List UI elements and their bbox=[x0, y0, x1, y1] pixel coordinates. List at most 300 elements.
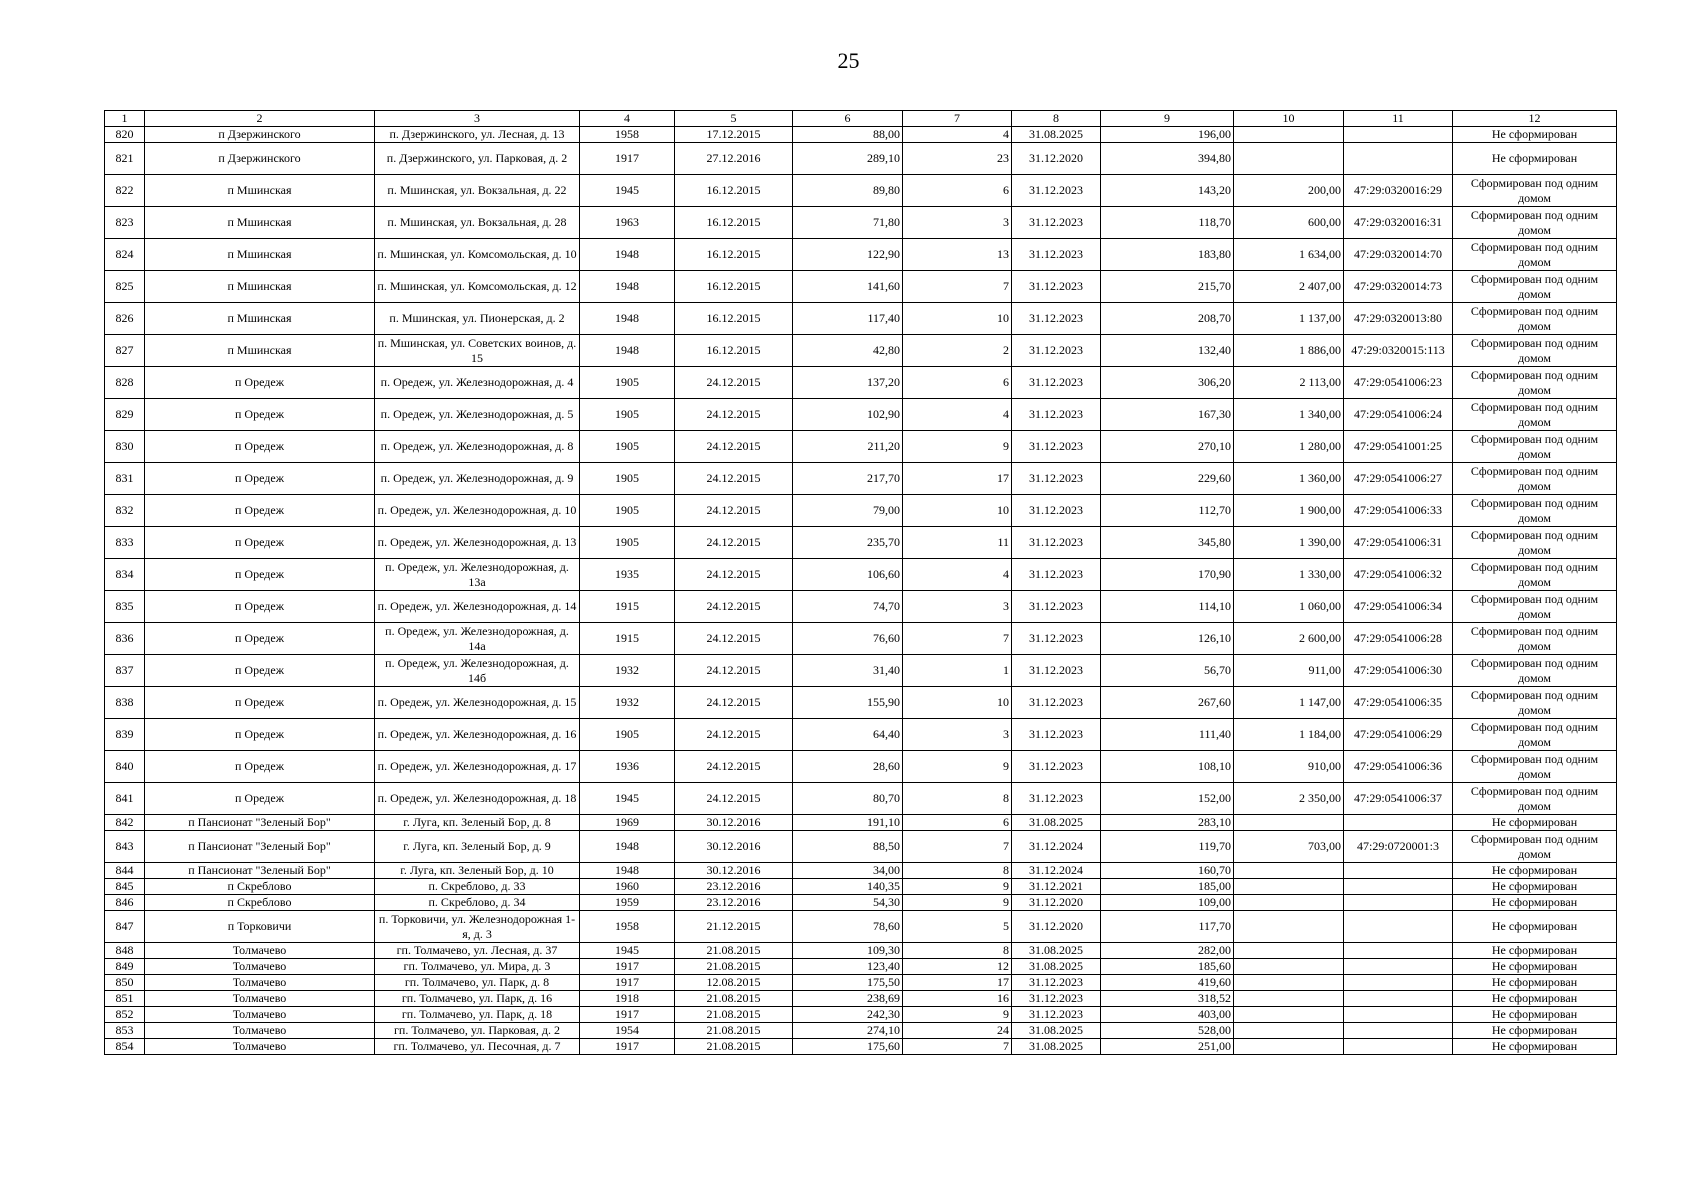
cell-address: п. Торковичи, ул. Железнодорожная 1-я, д. 3 bbox=[375, 911, 580, 943]
cell-plot-area: 1 280,00 bbox=[1234, 431, 1344, 463]
cell-deadline-date: 31.12.2023 bbox=[1012, 239, 1101, 271]
table-row bbox=[105, 687, 1617, 719]
cell-row-number: 843 bbox=[105, 831, 145, 863]
cell-year-built: 1948 bbox=[580, 863, 675, 879]
cell-deadline-date: 31.08.2025 bbox=[1012, 815, 1101, 831]
cell-date: 24.12.2015 bbox=[675, 495, 793, 527]
cell-deadline-date: 31.12.2023 bbox=[1012, 591, 1101, 623]
cell-date: 30.12.2016 bbox=[675, 863, 793, 879]
cell-plot-area bbox=[1234, 879, 1344, 895]
cell-land-area: 267,60 bbox=[1101, 687, 1234, 719]
cell-cadastral-number: 47:29:0541006:24 bbox=[1344, 399, 1453, 431]
cell-row-number: 826 bbox=[105, 303, 145, 335]
cell-land-area: 345,80 bbox=[1101, 527, 1234, 559]
cell-year-built: 1905 bbox=[580, 399, 675, 431]
column-header: 1 bbox=[105, 111, 145, 127]
cell-area: 175,50 bbox=[793, 975, 903, 991]
column-header: 6 bbox=[793, 111, 903, 127]
cell-cadastral-number bbox=[1344, 127, 1453, 143]
table-row bbox=[105, 591, 1617, 623]
cell-deadline-date: 31.08.2025 bbox=[1012, 943, 1101, 959]
cell-row-number: 836 bbox=[105, 623, 145, 655]
cell-land-area: 196,00 bbox=[1101, 127, 1234, 143]
cell-deadline-date: 31.12.2023 bbox=[1012, 303, 1101, 335]
cell-date: 12.08.2015 bbox=[675, 975, 793, 991]
cell-land-area: 114,10 bbox=[1101, 591, 1234, 623]
cell-settlement: п Мшинская bbox=[145, 207, 375, 239]
cell-area: 79,00 bbox=[793, 495, 903, 527]
cell-settlement: п Дзержинского bbox=[145, 127, 375, 143]
cell-year-built: 1958 bbox=[580, 127, 675, 143]
cell-row-number: 823 bbox=[105, 207, 145, 239]
cell-residents: 9 bbox=[903, 895, 1012, 911]
cell-land-status: Сформирован под одним домом bbox=[1453, 751, 1617, 783]
table-row bbox=[105, 463, 1617, 495]
cell-plot-area bbox=[1234, 911, 1344, 943]
table-row bbox=[105, 495, 1617, 527]
cell-area: 31,40 bbox=[793, 655, 903, 687]
cell-settlement: п Торковичи bbox=[145, 911, 375, 943]
cell-area: 123,40 bbox=[793, 959, 903, 975]
cell-plot-area bbox=[1234, 815, 1344, 831]
cell-cadastral-number bbox=[1344, 991, 1453, 1007]
cell-land-status: Сформирован под одним домом bbox=[1453, 431, 1617, 463]
cell-cadastral-number: 47:29:0541006:33 bbox=[1344, 495, 1453, 527]
cell-settlement: п Пансионат "Зеленый Бор" bbox=[145, 831, 375, 863]
cell-area: 76,60 bbox=[793, 623, 903, 655]
cell-land-status: Сформирован под одним домом bbox=[1453, 623, 1617, 655]
cell-settlement: п Мшинская bbox=[145, 175, 375, 207]
cell-land-status: Не сформирован bbox=[1453, 1007, 1617, 1023]
cell-land-status: Сформирован под одним домом bbox=[1453, 687, 1617, 719]
cell-area: 88,50 bbox=[793, 831, 903, 863]
cell-cadastral-number: 47:29:0541006:34 bbox=[1344, 591, 1453, 623]
cell-address: п. Мшинская, ул. Комсомольская, д. 12 bbox=[375, 271, 580, 303]
cell-row-number: 827 bbox=[105, 335, 145, 367]
cell-year-built: 1948 bbox=[580, 303, 675, 335]
cell-land-status: Сформирован под одним домом bbox=[1453, 463, 1617, 495]
cell-date: 16.12.2015 bbox=[675, 207, 793, 239]
cell-address: п. Мшинская, ул. Вокзальная, д. 28 bbox=[375, 207, 580, 239]
cell-row-number: 840 bbox=[105, 751, 145, 783]
cell-deadline-date: 31.12.2023 bbox=[1012, 783, 1101, 815]
cell-cadastral-number: 47:29:0541006:35 bbox=[1344, 687, 1453, 719]
cell-settlement: п Оредеж bbox=[145, 591, 375, 623]
cell-land-area: 117,70 bbox=[1101, 911, 1234, 943]
cell-row-number: 839 bbox=[105, 719, 145, 751]
cell-address: г. Луга, кп. Зеленый Бор, д. 8 bbox=[375, 815, 580, 831]
cell-row-number: 847 bbox=[105, 911, 145, 943]
cell-area: 88,00 bbox=[793, 127, 903, 143]
cell-area: 242,30 bbox=[793, 1007, 903, 1023]
column-header: 5 bbox=[675, 111, 793, 127]
cell-settlement: п Оредеж bbox=[145, 655, 375, 687]
cell-deadline-date: 31.08.2025 bbox=[1012, 959, 1101, 975]
cell-residents: 6 bbox=[903, 175, 1012, 207]
cell-cadastral-number: 47:29:0541001:25 bbox=[1344, 431, 1453, 463]
cell-year-built: 1945 bbox=[580, 175, 675, 207]
column-header: 7 bbox=[903, 111, 1012, 127]
cell-land-area: 109,00 bbox=[1101, 895, 1234, 911]
page-number: 25 bbox=[837, 48, 860, 73]
cell-cadastral-number: 47:29:0541006:27 bbox=[1344, 463, 1453, 495]
cell-date: 21.08.2015 bbox=[675, 1023, 793, 1039]
cell-area: 109,30 bbox=[793, 943, 903, 959]
cell-settlement: п Мшинская bbox=[145, 271, 375, 303]
table-row bbox=[105, 1023, 1617, 1039]
cell-date: 24.12.2015 bbox=[675, 719, 793, 751]
cell-residents: 4 bbox=[903, 559, 1012, 591]
table-row bbox=[105, 719, 1617, 751]
table-row bbox=[105, 239, 1617, 271]
table-row bbox=[105, 303, 1617, 335]
cell-address: гп. Толмачево, ул. Парк, д. 8 bbox=[375, 975, 580, 991]
cell-date: 24.12.2015 bbox=[675, 431, 793, 463]
cell-land-status: Сформирован под одним домом bbox=[1453, 367, 1617, 399]
cell-plot-area bbox=[1234, 127, 1344, 143]
cell-land-area: 270,10 bbox=[1101, 431, 1234, 463]
cell-land-status: Не сформирован bbox=[1453, 943, 1617, 959]
cell-date: 16.12.2015 bbox=[675, 271, 793, 303]
cell-deadline-date: 31.08.2025 bbox=[1012, 1023, 1101, 1039]
cell-date: 24.12.2015 bbox=[675, 623, 793, 655]
cell-deadline-date: 31.12.2023 bbox=[1012, 559, 1101, 591]
cell-date: 17.12.2015 bbox=[675, 127, 793, 143]
cell-row-number: 825 bbox=[105, 271, 145, 303]
table-row bbox=[105, 367, 1617, 399]
cell-row-number: 851 bbox=[105, 991, 145, 1007]
cell-plot-area: 2 600,00 bbox=[1234, 623, 1344, 655]
cell-date: 21.08.2015 bbox=[675, 943, 793, 959]
cell-land-status: Сформирован под одним домом bbox=[1453, 271, 1617, 303]
cell-land-area: 112,70 bbox=[1101, 495, 1234, 527]
cell-land-area: 111,40 bbox=[1101, 719, 1234, 751]
cell-plot-area bbox=[1234, 1007, 1344, 1023]
cell-row-number: 830 bbox=[105, 431, 145, 463]
cell-cadastral-number bbox=[1344, 911, 1453, 943]
table-row bbox=[105, 559, 1617, 591]
cell-cadastral-number bbox=[1344, 975, 1453, 991]
cell-residents: 4 bbox=[903, 127, 1012, 143]
cell-settlement: п Оредеж bbox=[145, 431, 375, 463]
cell-row-number: 832 bbox=[105, 495, 145, 527]
cell-row-number: 845 bbox=[105, 879, 145, 895]
cell-plot-area bbox=[1234, 895, 1344, 911]
cell-land-area: 283,10 bbox=[1101, 815, 1234, 831]
cell-row-number: 850 bbox=[105, 975, 145, 991]
cell-residents: 4 bbox=[903, 399, 1012, 431]
cell-land-area: 56,70 bbox=[1101, 655, 1234, 687]
cell-year-built: 1905 bbox=[580, 527, 675, 559]
cell-land-area: 251,00 bbox=[1101, 1039, 1234, 1055]
cell-address: п. Мшинская, ул. Пионерская, д. 2 bbox=[375, 303, 580, 335]
cell-land-status: Сформирован под одним домом bbox=[1453, 783, 1617, 815]
cell-area: 289,10 bbox=[793, 143, 903, 175]
cell-land-area: 318,52 bbox=[1101, 991, 1234, 1007]
cell-row-number: 844 bbox=[105, 863, 145, 879]
cell-residents: 8 bbox=[903, 863, 1012, 879]
cell-year-built: 1945 bbox=[580, 943, 675, 959]
cell-plot-area bbox=[1234, 959, 1344, 975]
cell-cadastral-number: 47:29:0320015:113 bbox=[1344, 335, 1453, 367]
cell-year-built: 1948 bbox=[580, 271, 675, 303]
cell-plot-area bbox=[1234, 1023, 1344, 1039]
cell-row-number: 849 bbox=[105, 959, 145, 975]
cell-date: 24.12.2015 bbox=[675, 527, 793, 559]
table-row bbox=[105, 143, 1617, 175]
cell-residents: 8 bbox=[903, 783, 1012, 815]
column-header: 12 bbox=[1453, 111, 1617, 127]
cell-settlement: Толмачево bbox=[145, 975, 375, 991]
cell-area: 141,60 bbox=[793, 271, 903, 303]
cell-deadline-date: 31.12.2023 bbox=[1012, 719, 1101, 751]
cell-date: 21.08.2015 bbox=[675, 1007, 793, 1023]
cell-date: 21.12.2015 bbox=[675, 911, 793, 943]
cell-area: 34,00 bbox=[793, 863, 903, 879]
cell-address: п. Скреблово, д. 34 bbox=[375, 895, 580, 911]
cell-deadline-date: 31.12.2023 bbox=[1012, 271, 1101, 303]
cell-residents: 10 bbox=[903, 495, 1012, 527]
cell-date: 24.12.2015 bbox=[675, 367, 793, 399]
cell-plot-area: 600,00 bbox=[1234, 207, 1344, 239]
cell-land-status: Не сформирован bbox=[1453, 143, 1617, 175]
cell-residents: 13 bbox=[903, 239, 1012, 271]
cell-area: 211,20 bbox=[793, 431, 903, 463]
cell-settlement: Толмачево bbox=[145, 1039, 375, 1055]
cell-year-built: 1948 bbox=[580, 831, 675, 863]
cell-settlement: п Оредеж bbox=[145, 367, 375, 399]
cell-cadastral-number bbox=[1344, 959, 1453, 975]
cell-address: г. Луга, кп. Зеленый Бор, д. 9 bbox=[375, 831, 580, 863]
cell-residents: 2 bbox=[903, 335, 1012, 367]
cell-year-built: 1969 bbox=[580, 815, 675, 831]
cell-row-number: 831 bbox=[105, 463, 145, 495]
cell-plot-area: 1 360,00 bbox=[1234, 463, 1344, 495]
cell-area: 122,90 bbox=[793, 239, 903, 271]
cell-deadline-date: 31.12.2020 bbox=[1012, 911, 1101, 943]
cell-area: 274,10 bbox=[793, 1023, 903, 1039]
cell-settlement: п Пансионат "Зеленый Бор" bbox=[145, 863, 375, 879]
cell-address: гп. Толмачево, ул. Парк, д. 16 bbox=[375, 991, 580, 1007]
cell-year-built: 1963 bbox=[580, 207, 675, 239]
cell-year-built: 1915 bbox=[580, 623, 675, 655]
cell-year-built: 1958 bbox=[580, 911, 675, 943]
cell-row-number: 842 bbox=[105, 815, 145, 831]
cell-area: 64,40 bbox=[793, 719, 903, 751]
table-row bbox=[105, 783, 1617, 815]
cell-settlement: п Оредеж bbox=[145, 623, 375, 655]
cell-plot-area bbox=[1234, 1039, 1344, 1055]
column-header: 9 bbox=[1101, 111, 1234, 127]
cell-land-area: 306,20 bbox=[1101, 367, 1234, 399]
cell-settlement: Толмачево bbox=[145, 1007, 375, 1023]
cell-address: п. Оредеж, ул. Железнодорожная, д. 15 bbox=[375, 687, 580, 719]
cell-date: 21.08.2015 bbox=[675, 959, 793, 975]
cell-settlement: п Мшинская bbox=[145, 239, 375, 271]
cell-date: 23.12.2016 bbox=[675, 879, 793, 895]
cell-year-built: 1905 bbox=[580, 431, 675, 463]
cell-land-area: 126,10 bbox=[1101, 623, 1234, 655]
cell-year-built: 1917 bbox=[580, 1039, 675, 1055]
table-row bbox=[105, 207, 1617, 239]
cell-plot-area: 2 350,00 bbox=[1234, 783, 1344, 815]
cell-deadline-date: 31.12.2024 bbox=[1012, 831, 1101, 863]
cell-address: п. Дзержинского, ул. Парковая, д. 2 bbox=[375, 143, 580, 175]
cell-land-status: Сформирован под одним домом bbox=[1453, 335, 1617, 367]
cell-land-status: Сформирован под одним домом bbox=[1453, 559, 1617, 591]
cell-date: 24.12.2015 bbox=[675, 783, 793, 815]
cell-address: гп. Толмачево, ул. Лесная, д. 37 bbox=[375, 943, 580, 959]
cell-cadastral-number bbox=[1344, 1039, 1453, 1055]
cell-land-area: 528,00 bbox=[1101, 1023, 1234, 1039]
table-row bbox=[105, 991, 1617, 1007]
cell-area: 140,35 bbox=[793, 879, 903, 895]
cell-address: п. Оредеж, ул. Железнодорожная, д. 14 bbox=[375, 591, 580, 623]
cell-year-built: 1905 bbox=[580, 719, 675, 751]
cell-plot-area: 1 137,00 bbox=[1234, 303, 1344, 335]
cell-date: 21.08.2015 bbox=[675, 1039, 793, 1055]
cell-address: п. Оредеж, ул. Железнодорожная, д. 18 bbox=[375, 783, 580, 815]
cell-deadline-date: 31.12.2023 bbox=[1012, 655, 1101, 687]
cell-year-built: 1905 bbox=[580, 367, 675, 399]
cell-cadastral-number: 47:29:0320013:80 bbox=[1344, 303, 1453, 335]
cell-land-area: 170,90 bbox=[1101, 559, 1234, 591]
cell-land-area: 185,00 bbox=[1101, 879, 1234, 895]
cell-year-built: 1915 bbox=[580, 591, 675, 623]
cell-residents: 7 bbox=[903, 271, 1012, 303]
cell-settlement: п Скреблово bbox=[145, 895, 375, 911]
cell-plot-area: 2 407,00 bbox=[1234, 271, 1344, 303]
cell-land-status: Не сформирован bbox=[1453, 991, 1617, 1007]
cell-address: г. Луга, кп. Зеленый Бор, д. 10 bbox=[375, 863, 580, 879]
cell-area: 191,10 bbox=[793, 815, 903, 831]
cell-cadastral-number bbox=[1344, 895, 1453, 911]
cell-cadastral-number bbox=[1344, 1023, 1453, 1039]
cell-year-built: 1917 bbox=[580, 959, 675, 975]
cell-plot-area bbox=[1234, 143, 1344, 175]
cell-area: 155,90 bbox=[793, 687, 903, 719]
cell-address: п. Оредеж, ул. Железнодорожная, д. 13 bbox=[375, 527, 580, 559]
cell-address: п. Оредеж, ул. Железнодорожная, д. 5 bbox=[375, 399, 580, 431]
cell-plot-area: 1 634,00 bbox=[1234, 239, 1344, 271]
cell-residents: 9 bbox=[903, 751, 1012, 783]
cell-land-status: Не сформирован bbox=[1453, 127, 1617, 143]
table-row bbox=[105, 975, 1617, 991]
cell-deadline-date: 31.08.2025 bbox=[1012, 1039, 1101, 1055]
cell-residents: 23 bbox=[903, 143, 1012, 175]
cell-settlement: Толмачево bbox=[145, 1023, 375, 1039]
column-number-header bbox=[105, 111, 1617, 127]
cell-land-status: Сформирован под одним домом bbox=[1453, 655, 1617, 687]
cell-residents: 6 bbox=[903, 815, 1012, 831]
cell-settlement: п Оредеж bbox=[145, 719, 375, 751]
cell-plot-area bbox=[1234, 863, 1344, 879]
cell-deadline-date: 31.12.2023 bbox=[1012, 975, 1101, 991]
cell-address: п. Оредеж, ул. Железнодорожная, д. 17 bbox=[375, 751, 580, 783]
column-header: 2 bbox=[145, 111, 375, 127]
cell-cadastral-number bbox=[1344, 879, 1453, 895]
table-row bbox=[105, 335, 1617, 367]
cell-settlement: п Оредеж bbox=[145, 559, 375, 591]
cell-row-number: 848 bbox=[105, 943, 145, 959]
cell-year-built: 1960 bbox=[580, 879, 675, 895]
cell-settlement: п Оредеж bbox=[145, 783, 375, 815]
cell-cadastral-number: 47:29:0541006:32 bbox=[1344, 559, 1453, 591]
cell-area: 106,60 bbox=[793, 559, 903, 591]
cell-row-number: 841 bbox=[105, 783, 145, 815]
cell-deadline-date: 31.12.2023 bbox=[1012, 399, 1101, 431]
cell-address: п. Оредеж, ул. Железнодорожная, д. 8 bbox=[375, 431, 580, 463]
cell-deadline-date: 31.12.2023 bbox=[1012, 623, 1101, 655]
cell-land-status: Не сформирован bbox=[1453, 1039, 1617, 1055]
cell-cadastral-number: 47:29:0541006:37 bbox=[1344, 783, 1453, 815]
cell-date: 30.12.2016 bbox=[675, 815, 793, 831]
cell-land-area: 215,70 bbox=[1101, 271, 1234, 303]
cell-settlement: Толмачево bbox=[145, 943, 375, 959]
cell-plot-area: 1 886,00 bbox=[1234, 335, 1344, 367]
cell-residents: 7 bbox=[903, 623, 1012, 655]
cell-residents: 17 bbox=[903, 975, 1012, 991]
table-row bbox=[105, 895, 1617, 911]
cell-settlement: п Мшинская bbox=[145, 303, 375, 335]
cell-residents: 3 bbox=[903, 591, 1012, 623]
cell-deadline-date: 31.12.2024 bbox=[1012, 863, 1101, 879]
housing-register-table bbox=[104, 110, 1617, 1055]
cell-date: 16.12.2015 bbox=[675, 303, 793, 335]
table-body bbox=[105, 127, 1617, 1055]
cell-land-area: 119,70 bbox=[1101, 831, 1234, 863]
cell-address: п. Дзержинского, ул. Лесная, д. 13 bbox=[375, 127, 580, 143]
cell-cadastral-number bbox=[1344, 815, 1453, 831]
cell-land-area: 419,60 bbox=[1101, 975, 1234, 991]
cell-date: 23.12.2016 bbox=[675, 895, 793, 911]
cell-land-status: Не сформирован bbox=[1453, 879, 1617, 895]
cell-land-status: Сформирован под одним домом bbox=[1453, 831, 1617, 863]
table-row bbox=[105, 943, 1617, 959]
cell-settlement: п Оредеж bbox=[145, 527, 375, 559]
cell-year-built: 1948 bbox=[580, 335, 675, 367]
cell-residents: 1 bbox=[903, 655, 1012, 687]
cell-area: 117,40 bbox=[793, 303, 903, 335]
cell-land-area: 185,60 bbox=[1101, 959, 1234, 975]
cell-address: п. Скреблово, д. 33 bbox=[375, 879, 580, 895]
cell-cadastral-number bbox=[1344, 943, 1453, 959]
cell-cadastral-number bbox=[1344, 863, 1453, 879]
cell-area: 238,69 bbox=[793, 991, 903, 1007]
cell-area: 78,60 bbox=[793, 911, 903, 943]
cell-plot-area: 910,00 bbox=[1234, 751, 1344, 783]
table-row bbox=[105, 911, 1617, 943]
cell-land-status: Сформирован под одним домом bbox=[1453, 495, 1617, 527]
cell-address: п. Оредеж, ул. Железнодорожная, д. 4 bbox=[375, 367, 580, 399]
table-row bbox=[105, 431, 1617, 463]
cell-date: 16.12.2015 bbox=[675, 175, 793, 207]
cell-year-built: 1932 bbox=[580, 687, 675, 719]
cell-address: п. Оредеж, ул. Железнодорожная, д. 10 bbox=[375, 495, 580, 527]
cell-date: 24.12.2015 bbox=[675, 463, 793, 495]
cell-address: п. Оредеж, ул. Железнодорожная, д. 14а bbox=[375, 623, 580, 655]
table-row bbox=[105, 399, 1617, 431]
cell-row-number: 829 bbox=[105, 399, 145, 431]
table-row bbox=[105, 1039, 1617, 1055]
column-header: 3 bbox=[375, 111, 580, 127]
cell-row-number: 828 bbox=[105, 367, 145, 399]
cell-residents: 11 bbox=[903, 527, 1012, 559]
cell-year-built: 1954 bbox=[580, 1023, 675, 1039]
cell-row-number: 846 bbox=[105, 895, 145, 911]
cell-date: 24.12.2015 bbox=[675, 559, 793, 591]
cell-residents: 3 bbox=[903, 719, 1012, 751]
